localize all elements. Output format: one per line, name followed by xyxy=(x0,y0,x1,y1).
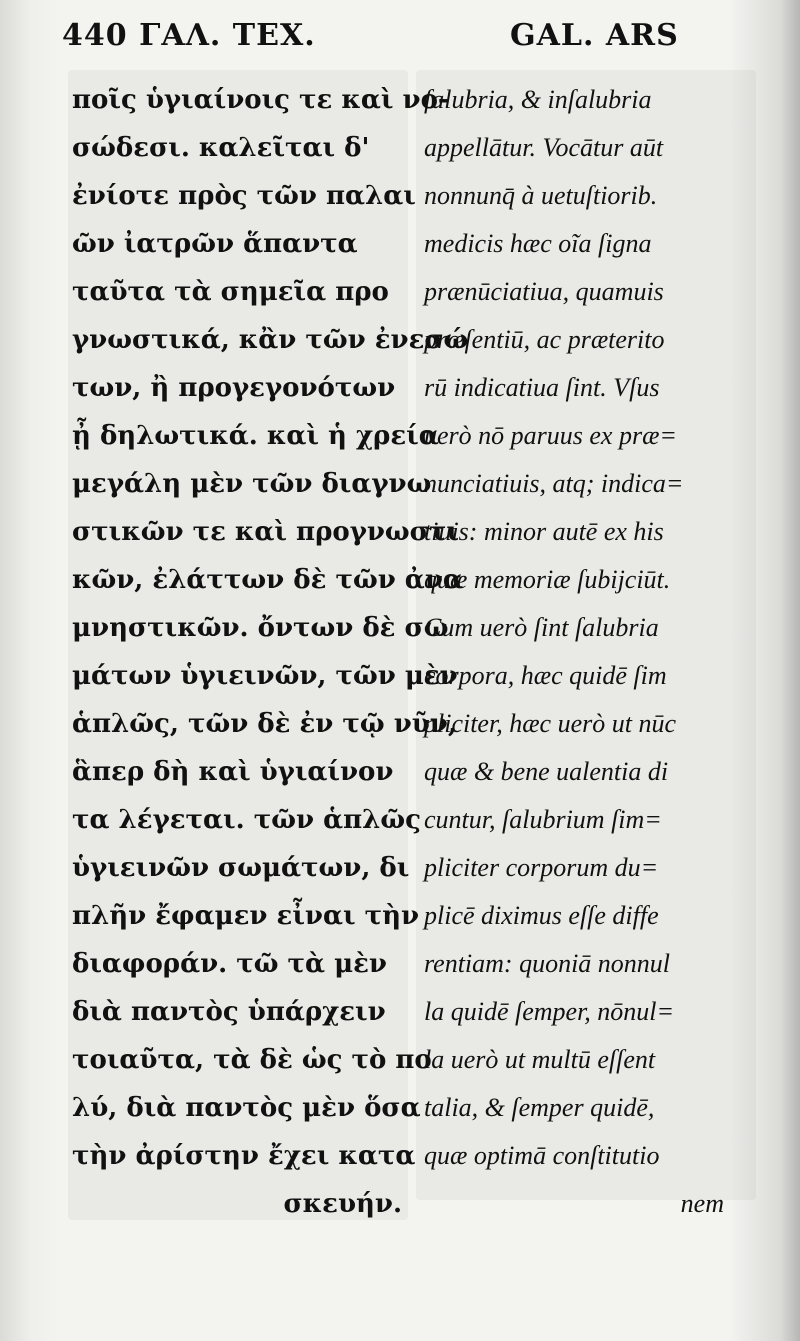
latin-line: cuntur, ſalubrium ſim= xyxy=(424,805,662,834)
latin-column xyxy=(424,76,764,1228)
latin-line: quæ memoriæ ſubijciūt. xyxy=(424,565,671,594)
latin-line: rū indicatiua ſint. Vſus xyxy=(424,373,660,402)
greek-line: πλῆν ἔφαμεν εἶναι τὴν xyxy=(72,901,420,931)
greek-line: διαφοράν. τῶ τὰ μὲν xyxy=(72,949,387,979)
greek-line: ᾖ δηλωτικά. καὶ ἡ χρεία xyxy=(72,421,439,451)
greek-line: γνωστικά, κἂν τῶν ἐνεσώ xyxy=(72,325,469,355)
greek-line: λύ, διὰ παντὸς μὲν ὅσα xyxy=(72,1093,421,1123)
latin-line: prænūciatiua, quamuis xyxy=(424,277,664,306)
latin-line: medicis hæc oĩa ſigna xyxy=(424,229,652,258)
greek-column xyxy=(72,76,469,1228)
latin-line: la quidē ſemper, nōnul= xyxy=(424,997,675,1026)
latin-line: ſalubria, & inſalubria xyxy=(424,85,652,114)
greek-line: ἁπλῶς, τῶν δὲ ἐν τῷ νῦν, xyxy=(72,709,457,739)
greek-line: διὰ παντὸς ὑπάρχειν xyxy=(72,997,386,1027)
latin-line: talia, & ſemper quidē, xyxy=(424,1093,655,1122)
latin-line: rentiam: quoniā nonnul xyxy=(424,949,671,978)
latin-line: nem xyxy=(680,1189,724,1218)
running-head-latin: GAL. ARS xyxy=(510,18,679,53)
greek-line: στικῶν τε καὶ προγνωστι xyxy=(72,517,459,547)
latin-line: præſentiū, ac præterito xyxy=(424,325,665,354)
greek-line: ὑγιεινῶν σωμάτων, δι xyxy=(72,853,410,883)
greek-line: ῶν ἰατρῶν ἅπαντα xyxy=(72,229,358,259)
latin-line: quæ optimā conſtitutio xyxy=(424,1141,660,1170)
latin-line: nonnunq̄ à uetuſtiorib. xyxy=(424,181,658,210)
greek-line: μνηστικῶν. ὄντων δὲ σω xyxy=(72,613,449,643)
greek-line: ταῦτα τὰ σημεῖα προ xyxy=(72,277,389,307)
greek-line: κῶν, ἐλάττων δὲ τῶν ἀνα xyxy=(72,565,463,595)
latin-line: plicē diximus eſſe diffe xyxy=(424,901,659,930)
greek-line: ποῖς ὑγιαίνοις τε καὶ νο- xyxy=(72,85,449,115)
greek-line: ἐνίοτε πρὸς τῶν παλαι xyxy=(72,181,416,211)
greek-line: μάτων ὑγιεινῶν, τῶν μὲν xyxy=(72,661,458,691)
greek-line: μεγάλη μὲν τῶν διαγνω xyxy=(72,469,432,499)
latin-line: nunciatiuis, atq; indica= xyxy=(424,469,684,498)
latin-line: appellātur. Vocātur aūt xyxy=(424,133,664,162)
latin-line: corpora, hæc quidē ſim xyxy=(424,661,667,690)
latin-line: pliciter corporum du= xyxy=(424,853,659,882)
greek-line: τὴν ἀρίστην ἔχει κατα xyxy=(72,1141,416,1171)
latin-line: la uerò ut multū eſſent xyxy=(424,1045,656,1074)
greek-line: τοιαῦτα, τὰ δὲ ὡς τὸ πο xyxy=(72,1045,432,1075)
latin-line: Cum uerò ſint ſalubria xyxy=(424,613,659,642)
greek-line: σκευήν. xyxy=(283,1189,402,1219)
greek-line: ἃπερ δὴ καὶ ὑγιαίνον xyxy=(72,757,394,787)
latin-line: pliciter, hæc uerò ut nūc xyxy=(424,709,677,738)
running-head-greek: 440 ΓΑΛ. ΤΕΧ. xyxy=(62,18,316,53)
greek-line: σώδεσι. καλεῖται δ' xyxy=(72,133,370,163)
latin-line: quæ & bene ualentia di xyxy=(424,757,669,786)
greek-line: τα λέγεται. τῶν ἁπλῶς xyxy=(72,805,421,835)
latin-line: uerò nō paruus ex præ= xyxy=(424,421,677,450)
latin-line: tiuis: minor autē ex his xyxy=(424,517,664,546)
greek-line: των, ἢ προγεγονότων xyxy=(72,373,396,403)
